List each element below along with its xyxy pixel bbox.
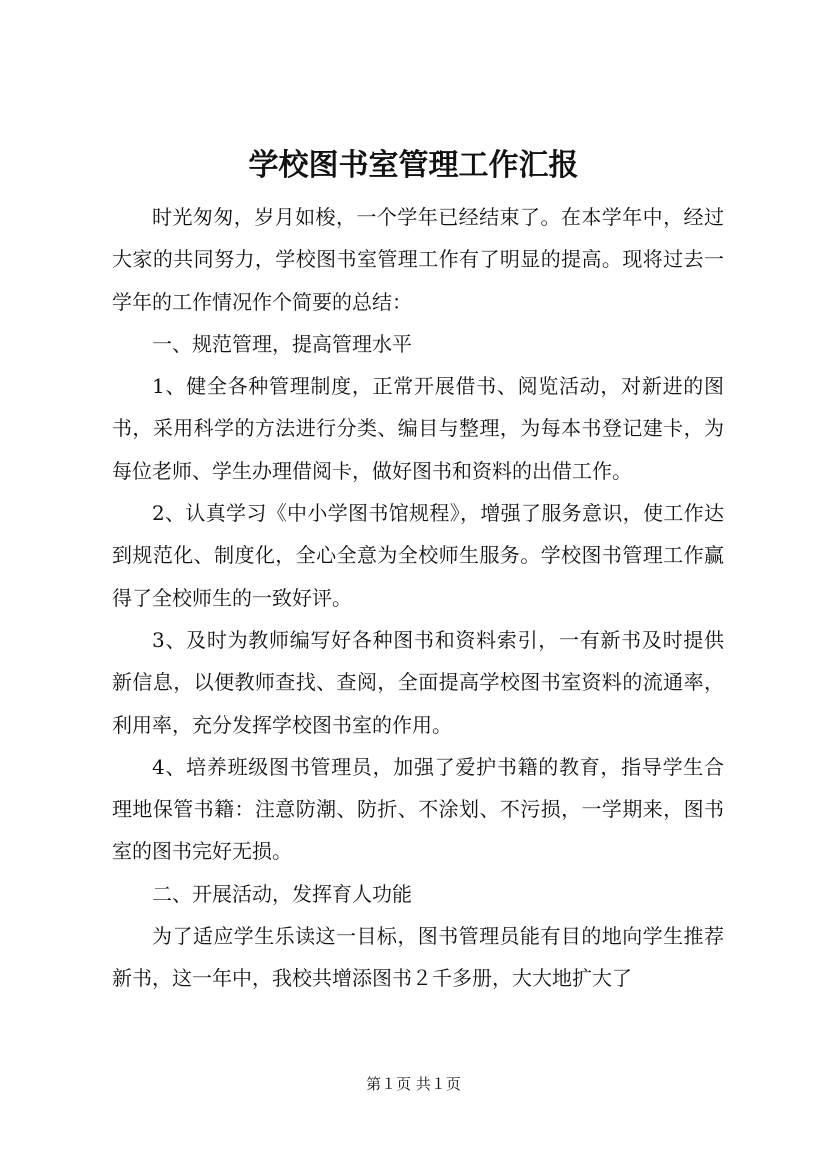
paragraph-item-3: 3、及时为教师编写好各种图书和资料索引，一有新书及时提供新信息，以便教师查找、查阅，全面提高学校图书室资料的流通率，利用率，充分发挥学校图书室的作用。	[112, 627, 724, 737]
paragraph-intro: 时光匆匆，岁月如梭，一个学年已经结束了。在本学年中，经过大家的共同努力，学校图书室管理工作有了明显的提高。现将过去一学年的工作情况作个简要的总结：	[112, 205, 724, 314]
paragraph-item-2: 2、认真学习《中小学图书馆规程》，增强了服务意识，使工作达到规范化、制度化，全心全意为全校师生服务。学校图书管理工作赢得了全校师生的一致好评。	[112, 501, 724, 610]
page-footer: 第１页 共１页	[366, 1075, 461, 1093]
paragraph-item-4: 4、培养班级图书管理员，加强了爱护书籍的教育，指导学生合理地保管书籍：注意防潮、防折、不涂划、不污损，一学期来，图书室的图书完好无损。	[112, 754, 724, 864]
paragraph-activities: 为了适应学生乐读这一目标，图书管理员能有目的地向学生推荐新书，这一年中，我校共增添图书２千多册，大大地扩大了	[112, 924, 724, 991]
document-title: 学校图书室管理工作汇报	[248, 148, 579, 183]
paragraph-item-1: 1、健全各种管理制度，正常开展借书、阅览活动，对新进的图书，采用科学的方法进行分类、编目与整理，为每本书登记建卡，为每位老师、学生办理借阅卡，做好图书和资料的出借工作。	[112, 374, 724, 483]
section-heading-2: 二、开展活动，发挥育人功能	[152, 881, 412, 906]
section-heading-1: 一、规范管理，提高管理水平	[152, 331, 412, 356]
document-body	[112, 196, 724, 1000]
